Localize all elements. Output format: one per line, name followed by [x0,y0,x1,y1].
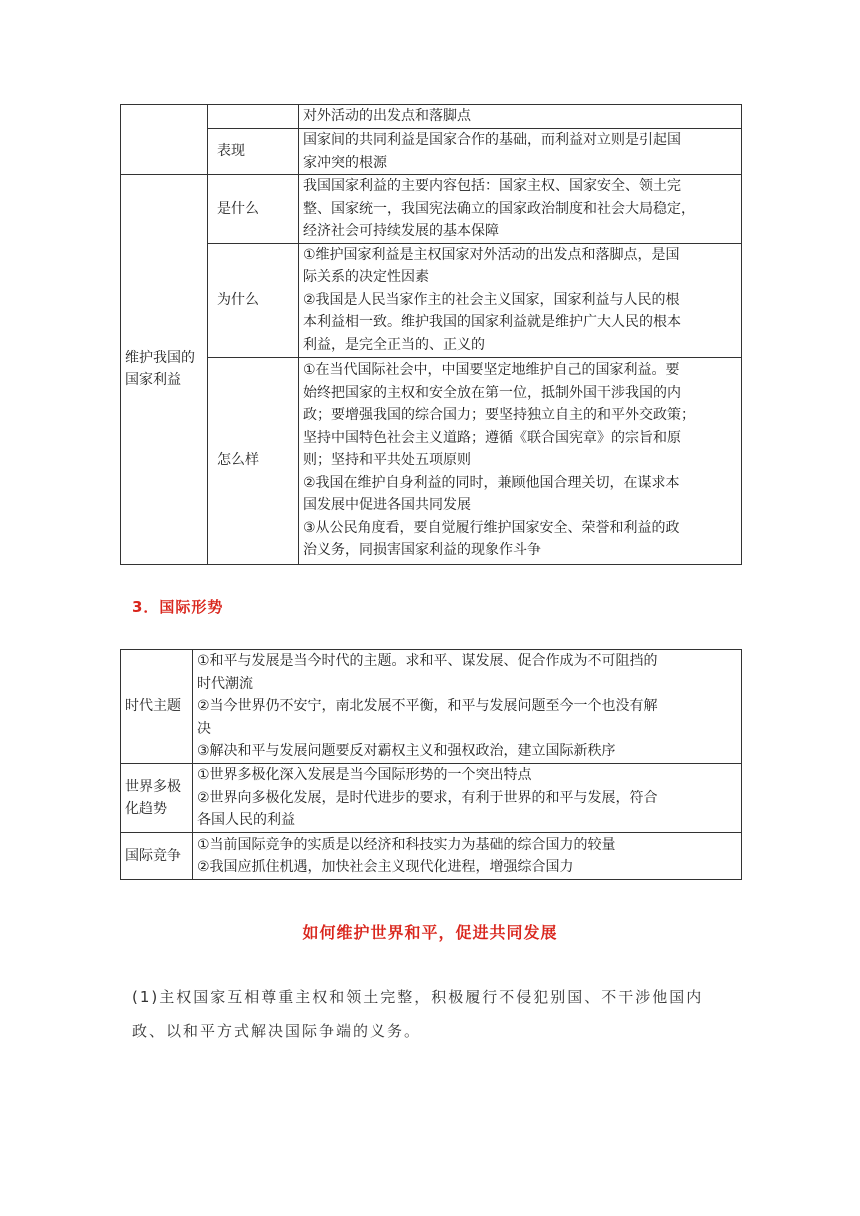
row-content-multipolar: ①世界多极化深入发展是当今国际形势的一个突出特点 ②世界向多极化发展，是时代进步的要求，有利于世界的和平与发展，符合 各国人民的利益 [193,764,742,833]
row-content-how: ①在当代国际社会中，中国要坚定地维护自己的国家利益。要 始终把国家的主权和安全放在第一位，抵制外国干涉我国的内 政；要增强我国的综合国力；要坚持独立自主的和平外交政策； 坚持中国特色社会主义道路；遵循《联合国宪章》的宗旨和原 则；坚持和平共处五项原则 ②我国在维护自身利益的同时，兼顾他国合理关切，在谋求本 国发展中促进各国共同发展 ③从公民角度看，要自觉履行维护国家安全、荣誉和利益的政 治义务，同损害国家利益的现象作斗争 [299,357,742,564]
blank-cell [208,105,299,129]
row-content-era-theme: ①和平与发展是当今时代的主题。求和平、谋发展、促合作成为不可阻挡的 时代潮流 ②当今世界仍不安宁，南北发展不平衡，和平与发展问题至今一个也没有解 决 ③解决和平与发展问题要反对霸权主义和强权政治，建立国际新秩序 [193,650,742,764]
row-content-what: 我国国家利益的主要内容包括：国家主权、国家安全、领土完 整、国家统一，我国宪法确立的国家政治制度和社会大局稳定， 经济社会可持续发展的基本保障 [299,175,742,244]
row-content-biaoxian: 国家间的共同利益是国家合作的基础，而利益对立则是引起国 家冲突的根源 [299,129,742,175]
group-label-national-interest: 维护我国的 国家利益 [121,175,208,565]
row-content-competition: ①当前国际竞争的实质是以经济和科技实力为基础的综合国力的较量 ②我国应抓住机遇，加快社会主义现代化进程，增强综合国力 [193,833,742,880]
row-label-biaoxian: 表现 [208,129,299,175]
row-label-era-theme: 时代主题 [121,650,193,764]
international-situation-table [120,649,742,880]
row-label-how: 怎么样 [208,357,299,564]
body-paragraph: (1)主权国家互相尊重主权和领土完整，积极履行不侵犯别国、不干涉他国内 政、以和平方式解决国际争端的义务。 [132,988,704,1040]
row-content-why: ①维护国家利益是主权国家对外活动的出发点和落脚点，是国 际关系的决定性因素 ②我国是人民当家作主的社会主义国家，国家利益与人民的根 本利益相一致。维护我国的国家利益就是维护广大人民的根本 利益，是完全正当的、正义的 [299,243,742,357]
row-label-why: 为什么 [208,243,299,357]
row-label-competition: 国际竞争 [121,833,193,880]
section-heading-world-peace: 如何维护世界和平，促进共同发展 [302,923,558,942]
blank-cell [121,105,208,175]
row-content: 对外活动的出发点和落脚点 [299,105,742,129]
row-label-multipolar: 世界多极 化趋势 [121,764,193,833]
section-title-international-situation: 3．国际形势 [132,598,224,616]
national-interest-table [120,104,742,565]
row-label-what: 是什么 [208,175,299,244]
